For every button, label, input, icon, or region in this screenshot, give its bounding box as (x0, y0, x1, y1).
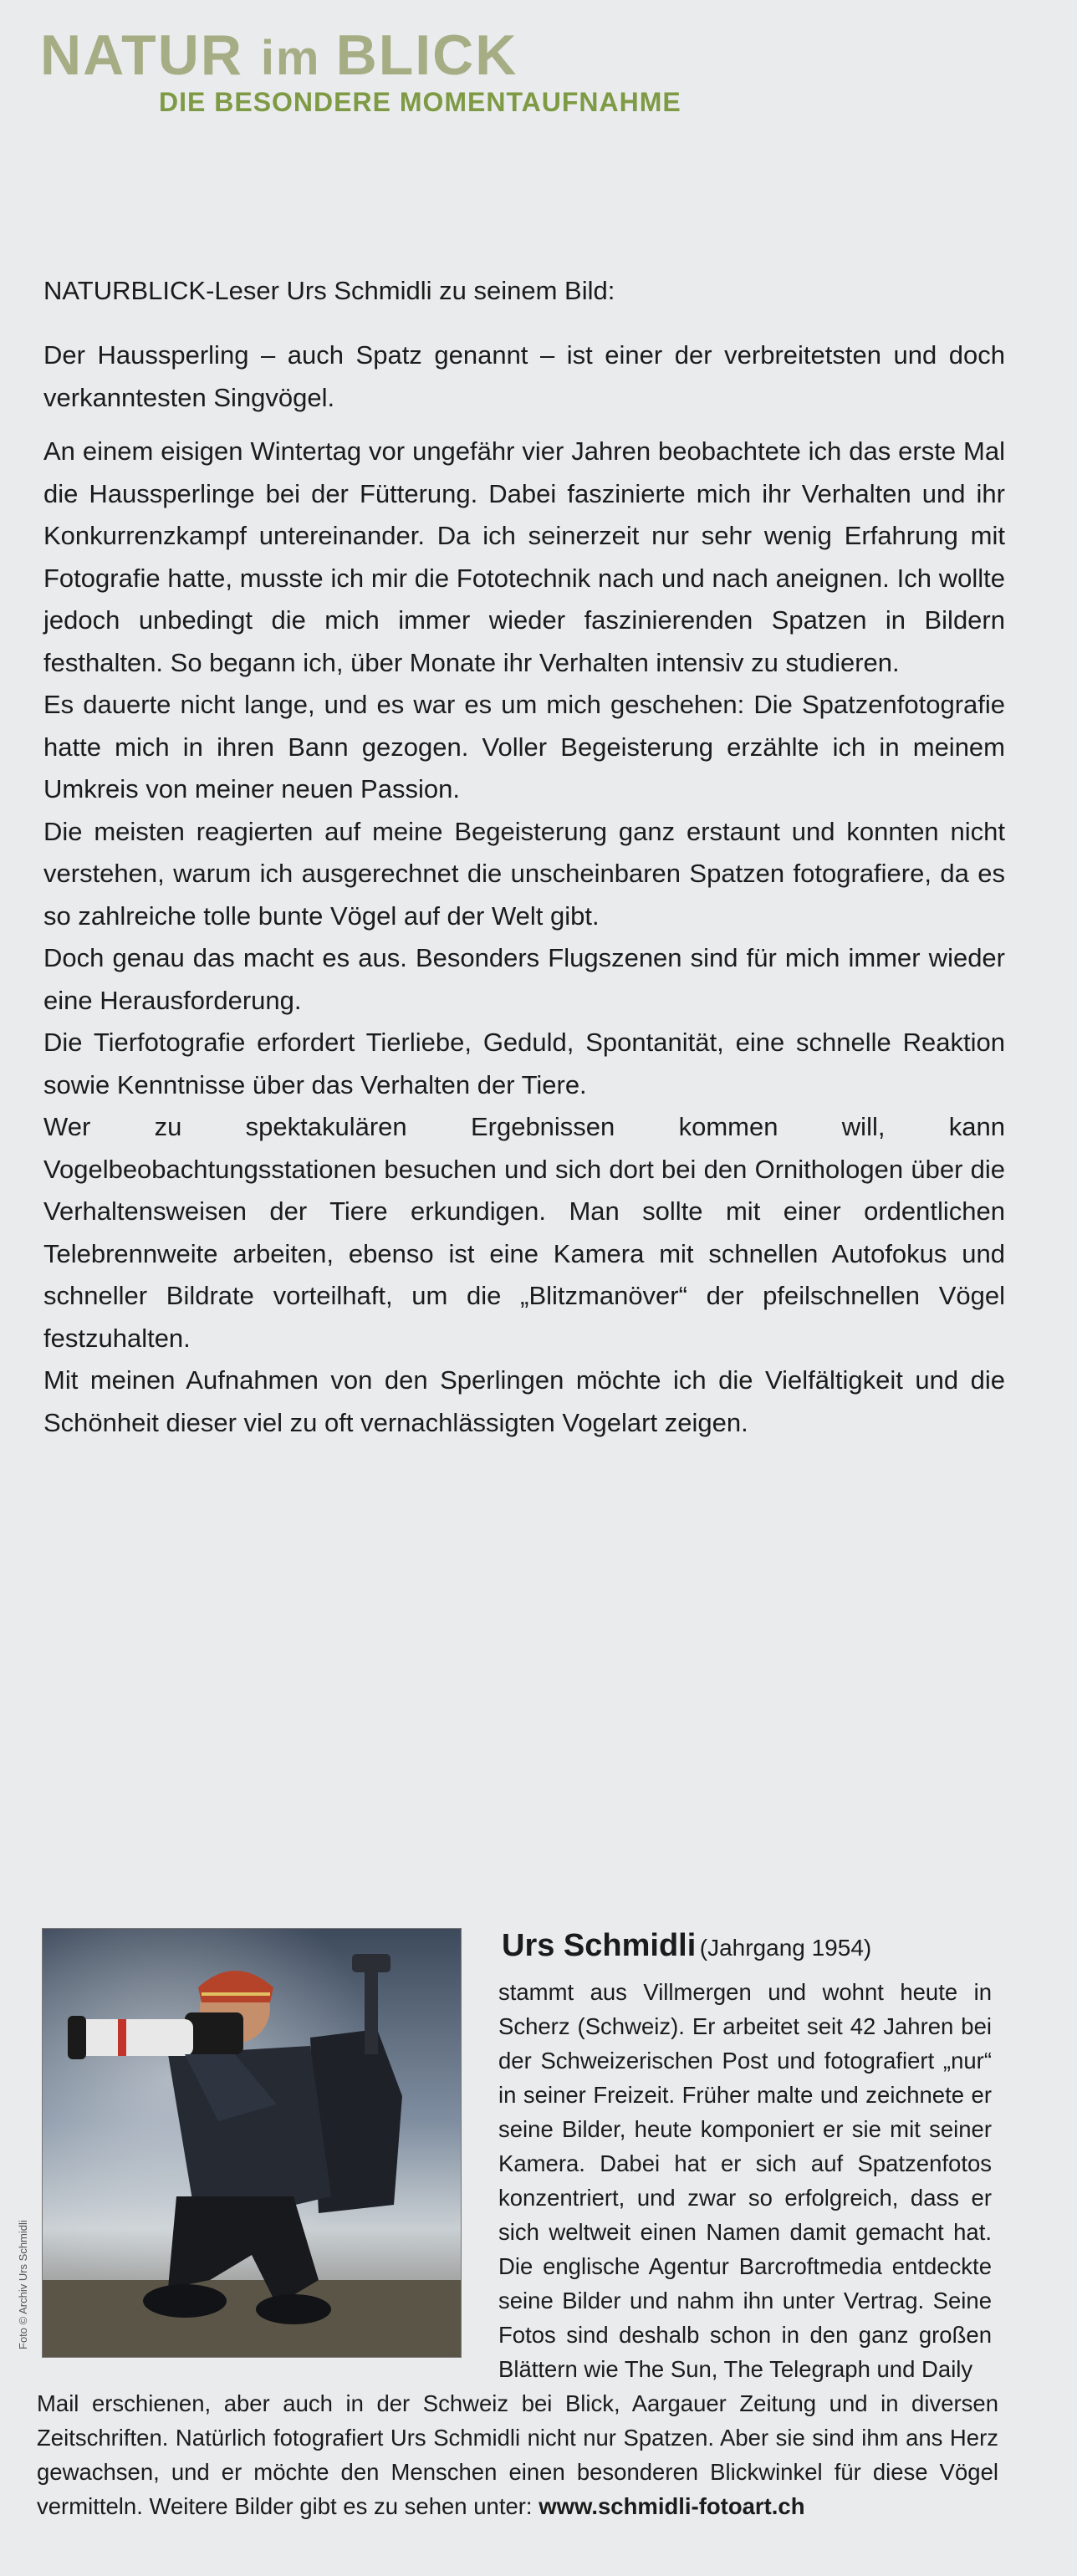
title-im: im (260, 31, 336, 85)
story-paragraph: Es dauerte nicht lange, und es war es um mich geschehen: Die Spatzenfotografie hatte mich in ihren Bann gezogen. Voller Begeisterung erzählte ich in meinem Umkreis von meiner neuen Passion. (43, 690, 1005, 803)
story-paragraph: Doch genau das macht es aus. Besonders Flugszenen sind für mich immer wieder eine Herausforderung. (43, 943, 1005, 1015)
story-body (43, 334, 1005, 1444)
photographer-name: Urs Schmidli (502, 1928, 697, 1963)
bio-text-column: stammt aus Villmergen und wohnt heute in Scherz (Schweiz). Er arbeitet seit 42 Jahren bei der Schweizerischen Post und fotografiert „nur“ in seiner Freizeit. Früher malte und zeichnete er seine Bilder, heute komponiert er sie mit seiner Kamera. Dabei hat er sich auf Spatzenfotos konzentriert, und zwar so erfolgreich, dass er sich weltweit einen Namen damit gemacht hat. Die englische Agentur Barcroftmedia entdeckte seine Bilder und nahm ihn unter Vertrag. Seine Fotos sind deshalb schon in den ganz großen Blättern wie The Sun, The Telegraph und Daily (498, 1979, 992, 2382)
photographer-photo (42, 1928, 462, 2358)
photographer-portrait-image (43, 1929, 461, 2357)
story-paragraph: Die Tierfotografie erfordert Tierliebe, Geduld, Spontanität, eine schnelle Reaktion sowie Kenntnisse über das Verhalten der Tiere. (43, 1028, 1005, 1099)
bio-text-tail: Mail erschienen, aber auch in der Schweiz bei Blick, Aargauer Zeitung und in diversen Zeitschriften. Natürlich fotografiert Urs Schmidli nicht nur Spatzen. Aber sie sind ihm ans Herz gewachsen, und er möchte den Menschen einen besonderen Blickwinkel für diese Vögel vermitteln. Weitere Bilder gibt es zu sehen unter: (37, 2390, 998, 2519)
magazine-header (40, 23, 681, 119)
story-paragraph: Wer zu spektakulären Ergebnissen kommen will, kann Vogelbeobachtungsstationen besuchen und sich dort bei den Ornithologen über die Verhaltensweisen der Tiere erkundigen. Man sollte mit einer ordentlichen Telebrennweite arbeiten, ebenso ist eine Kamera mit schnellen Autofokus und schneller Bildrate vorteilhaft, um die „Blitzmanöver“ der pfeilschnellen Vögel festzuhalten. (43, 1112, 1005, 1353)
story-paragraph: Mit meinen Aufnahmen von den Sperlingen möchte ich die Vielfältigkeit und die Schönheit dieser viel zu oft vernachlässigten Vogelart zeigen. (43, 1365, 1005, 1437)
section-subtitle: DIE BESONDERE MOMENTAUFNAHME (159, 87, 681, 117)
reader-intro: NATURBLICK-Leser Urs Schmidli zu seinem Bild: (43, 276, 615, 305)
story-paragraph: Die meisten reagierten auf meine Begeisterung ganz erstaunt und konnten nicht verstehen, warum ich ausgerechnet die unscheinbaren Spatzen fotografiere, da es so zahlreiche tolle bunte Vögel auf der Welt gibt. (43, 816, 1005, 931)
bio-text-continued (37, 2386, 998, 2523)
title-blick: BLICK (335, 23, 518, 87)
section-title (40, 23, 681, 90)
photo-credit: Foto © Archiv Urs Schmidli (17, 2220, 29, 2349)
website-link[interactable]: www.schmidli-fotoart.ch (538, 2493, 805, 2519)
bio-heading (502, 1928, 871, 1964)
title-natur: NATUR (40, 23, 261, 87)
story-paragraph: An einem eisigen Wintertag vor ungefähr vier Jahren beobachtete ich das erste Mal die Haussperlinge bei der Fütterung. Dabei faszinierte mich ihr Verhalten und ihr Konkurrenzkampf untereinander. Da ich seinerzeit nur sehr wenig Erfahrung mit Fotografie hatte, musste ich mir die Fototechnik nach und nach aneignen. Ich wollte jedoch unbedingt die mich immer wieder faszinierenden Spatzen in Bildern festhalten. So begann ich, über Monate ihr Verhalten intensiv zu studieren. (43, 436, 1005, 677)
photographer-birth-year: (Jahrgang 1954) (699, 1935, 872, 1961)
story-paragraph: Der Haussperling – auch Spatz genannt – ist einer der verbreitetsten und doch verkanntesten Singvögel. (43, 340, 1005, 412)
